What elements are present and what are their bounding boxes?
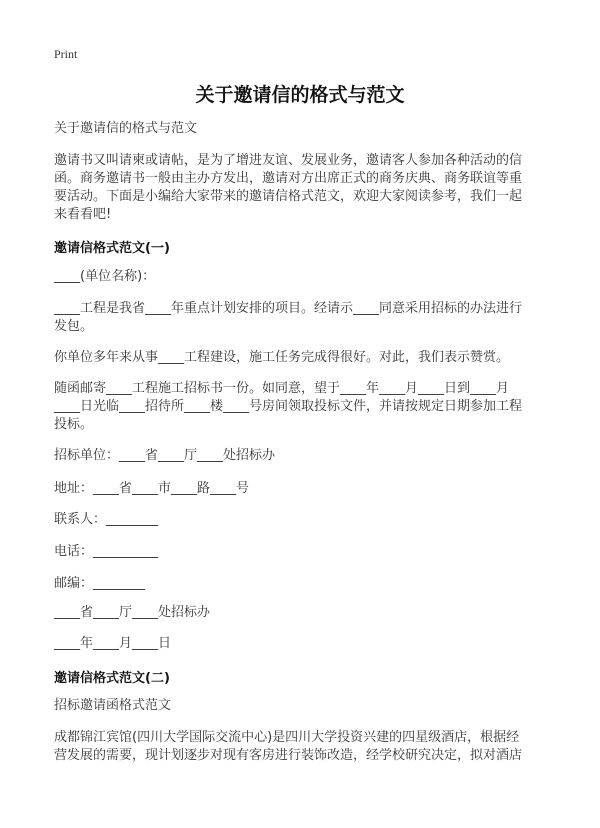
intro-line: 邀请书又叫请柬或请帖，是为了增进友谊、发展业务，邀请客人参加各种活动的信 <box>54 153 523 168</box>
field-line: 邮编：________ <box>54 576 146 591</box>
field-line: 地址：____省____市____路____号 <box>54 481 250 496</box>
intro-line: 函。商务邀请书一般由主办方发出，邀请对方出席正式的商务庆典、商务联谊等重 <box>54 171 523 186</box>
unit-name-line: ____(单位名称)： <box>54 269 156 284</box>
paragraph-line: ____日光临____招待所____楼____号房间领取投标文件，并请按规定日期参加工程 <box>54 399 523 414</box>
field-line: ____省____厅____处招标办 <box>54 605 211 620</box>
field-line: 联系人：________ <box>54 512 159 527</box>
subtitle: 关于邀请信的格式与范文 <box>54 121 198 136</box>
field-line: ____年____月____日 <box>54 636 172 651</box>
paragraph-line: 投标。 <box>54 417 94 432</box>
page-title: 关于邀请信的格式与范文 <box>195 84 405 106</box>
paragraph-line: ____工程是我省____年重点计划安排的项目。经请示____同意采用招标的办法进行 <box>54 301 523 316</box>
paragraph-line: 发包。 <box>54 319 94 334</box>
paragraph-line: 随函邮寄____工程施工招标书一份。如同意，望于____年____月____日到____月 <box>54 381 510 396</box>
print-link[interactable]: Print <box>54 47 78 61</box>
field-line: 招标单位：____省____厅____处招标办 <box>54 448 276 463</box>
section-subtitle: 招标邀请函格式范文 <box>54 698 172 713</box>
intro-line: 来看看吧! <box>54 207 112 222</box>
section-heading-1: 邀请信格式范文(一) <box>54 241 170 256</box>
paragraph-line: 营发展的需要，现计划逐步对现有客房进行装饰改造，经学校研究决定，拟对酒店 <box>54 748 523 763</box>
section-heading-2: 邀请信格式范文(二) <box>54 671 170 686</box>
intro-line: 要活动。下面是小编给大家带来的邀请信格式范文，欢迎大家阅读参考，我们一起 <box>54 189 523 204</box>
paragraph-line: 你单位多年来从事____工程建设，施工任务完成得很好。对此，我们表示赞赏。 <box>54 350 510 365</box>
field-line: 电话：__________ <box>54 544 159 559</box>
paragraph-line: 成都锦江宾馆(四川大学国际交流中心)是四川大学投资兴建的四星级酒店，根据经 <box>54 730 520 745</box>
